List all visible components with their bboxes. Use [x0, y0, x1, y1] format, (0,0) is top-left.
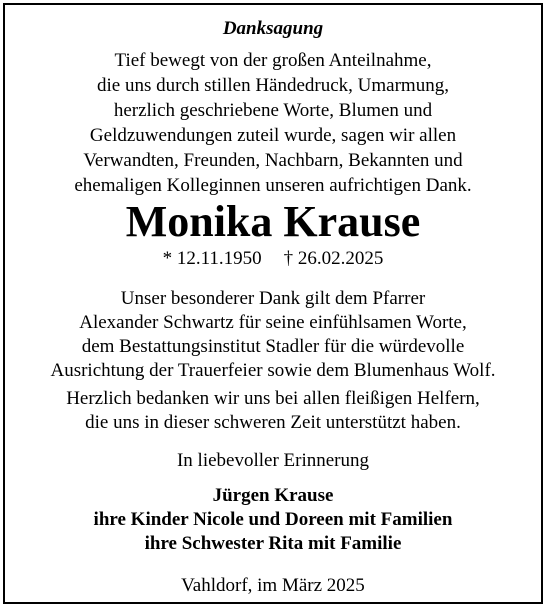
intro-line: Verwandten, Freunden, Nachbarn, Bekannten und	[83, 150, 463, 171]
thanks-line: dem Bestattungsinstitut Stadler für die würdevolle	[81, 336, 465, 357]
thanks-line: Alexander Schwartz für seine einfühlsamen Worte,	[79, 312, 467, 333]
thanks-line: Unser besonderer Dank gilt dem Pfarrer	[120, 288, 426, 309]
intro-line: Tief bewegt von der großen Anteilnahme,	[114, 50, 432, 71]
notice-heading: Danksagung	[222, 18, 324, 39]
family-line: Jürgen Krause	[212, 485, 334, 506]
life-dates	[5, 248, 541, 270]
helpers-line: Herzlich bedanken wir uns bei allen fleißigen Helfern,	[66, 388, 480, 409]
birth-date: * 12.11.1950	[162, 248, 262, 269]
remembrance-text: In liebevoller Erinnerung	[176, 450, 370, 471]
intro-line: herzlich geschriebene Worte, Blumen und	[113, 100, 433, 121]
intro-line: ehemaligen Kolleginnen unseren aufrichtigen Dank.	[74, 175, 472, 196]
place-and-date: Vahldorf, im März 2025	[181, 575, 365, 596]
family-line: ihre Schwester Rita mit Familie	[144, 533, 402, 554]
obituary-notice	[3, 3, 543, 604]
family-line: ihre Kinder Nicole und Doreen mit Familien	[93, 509, 453, 530]
thanks-line: Ausrichtung der Trauerfeier sowie dem Blumenhaus Wolf.	[50, 360, 496, 381]
helpers-line: die uns in dieser schweren Zeit unterstützt haben.	[85, 412, 461, 433]
intro-line: die uns durch stillen Händedruck, Umarmung,	[97, 75, 449, 96]
deceased-name: Monika Krause	[125, 197, 421, 246]
intro-line: Geldzuwendungen zuteil wurde, sagen wir allen	[89, 125, 457, 146]
death-date: † 26.02.2025	[283, 248, 384, 269]
